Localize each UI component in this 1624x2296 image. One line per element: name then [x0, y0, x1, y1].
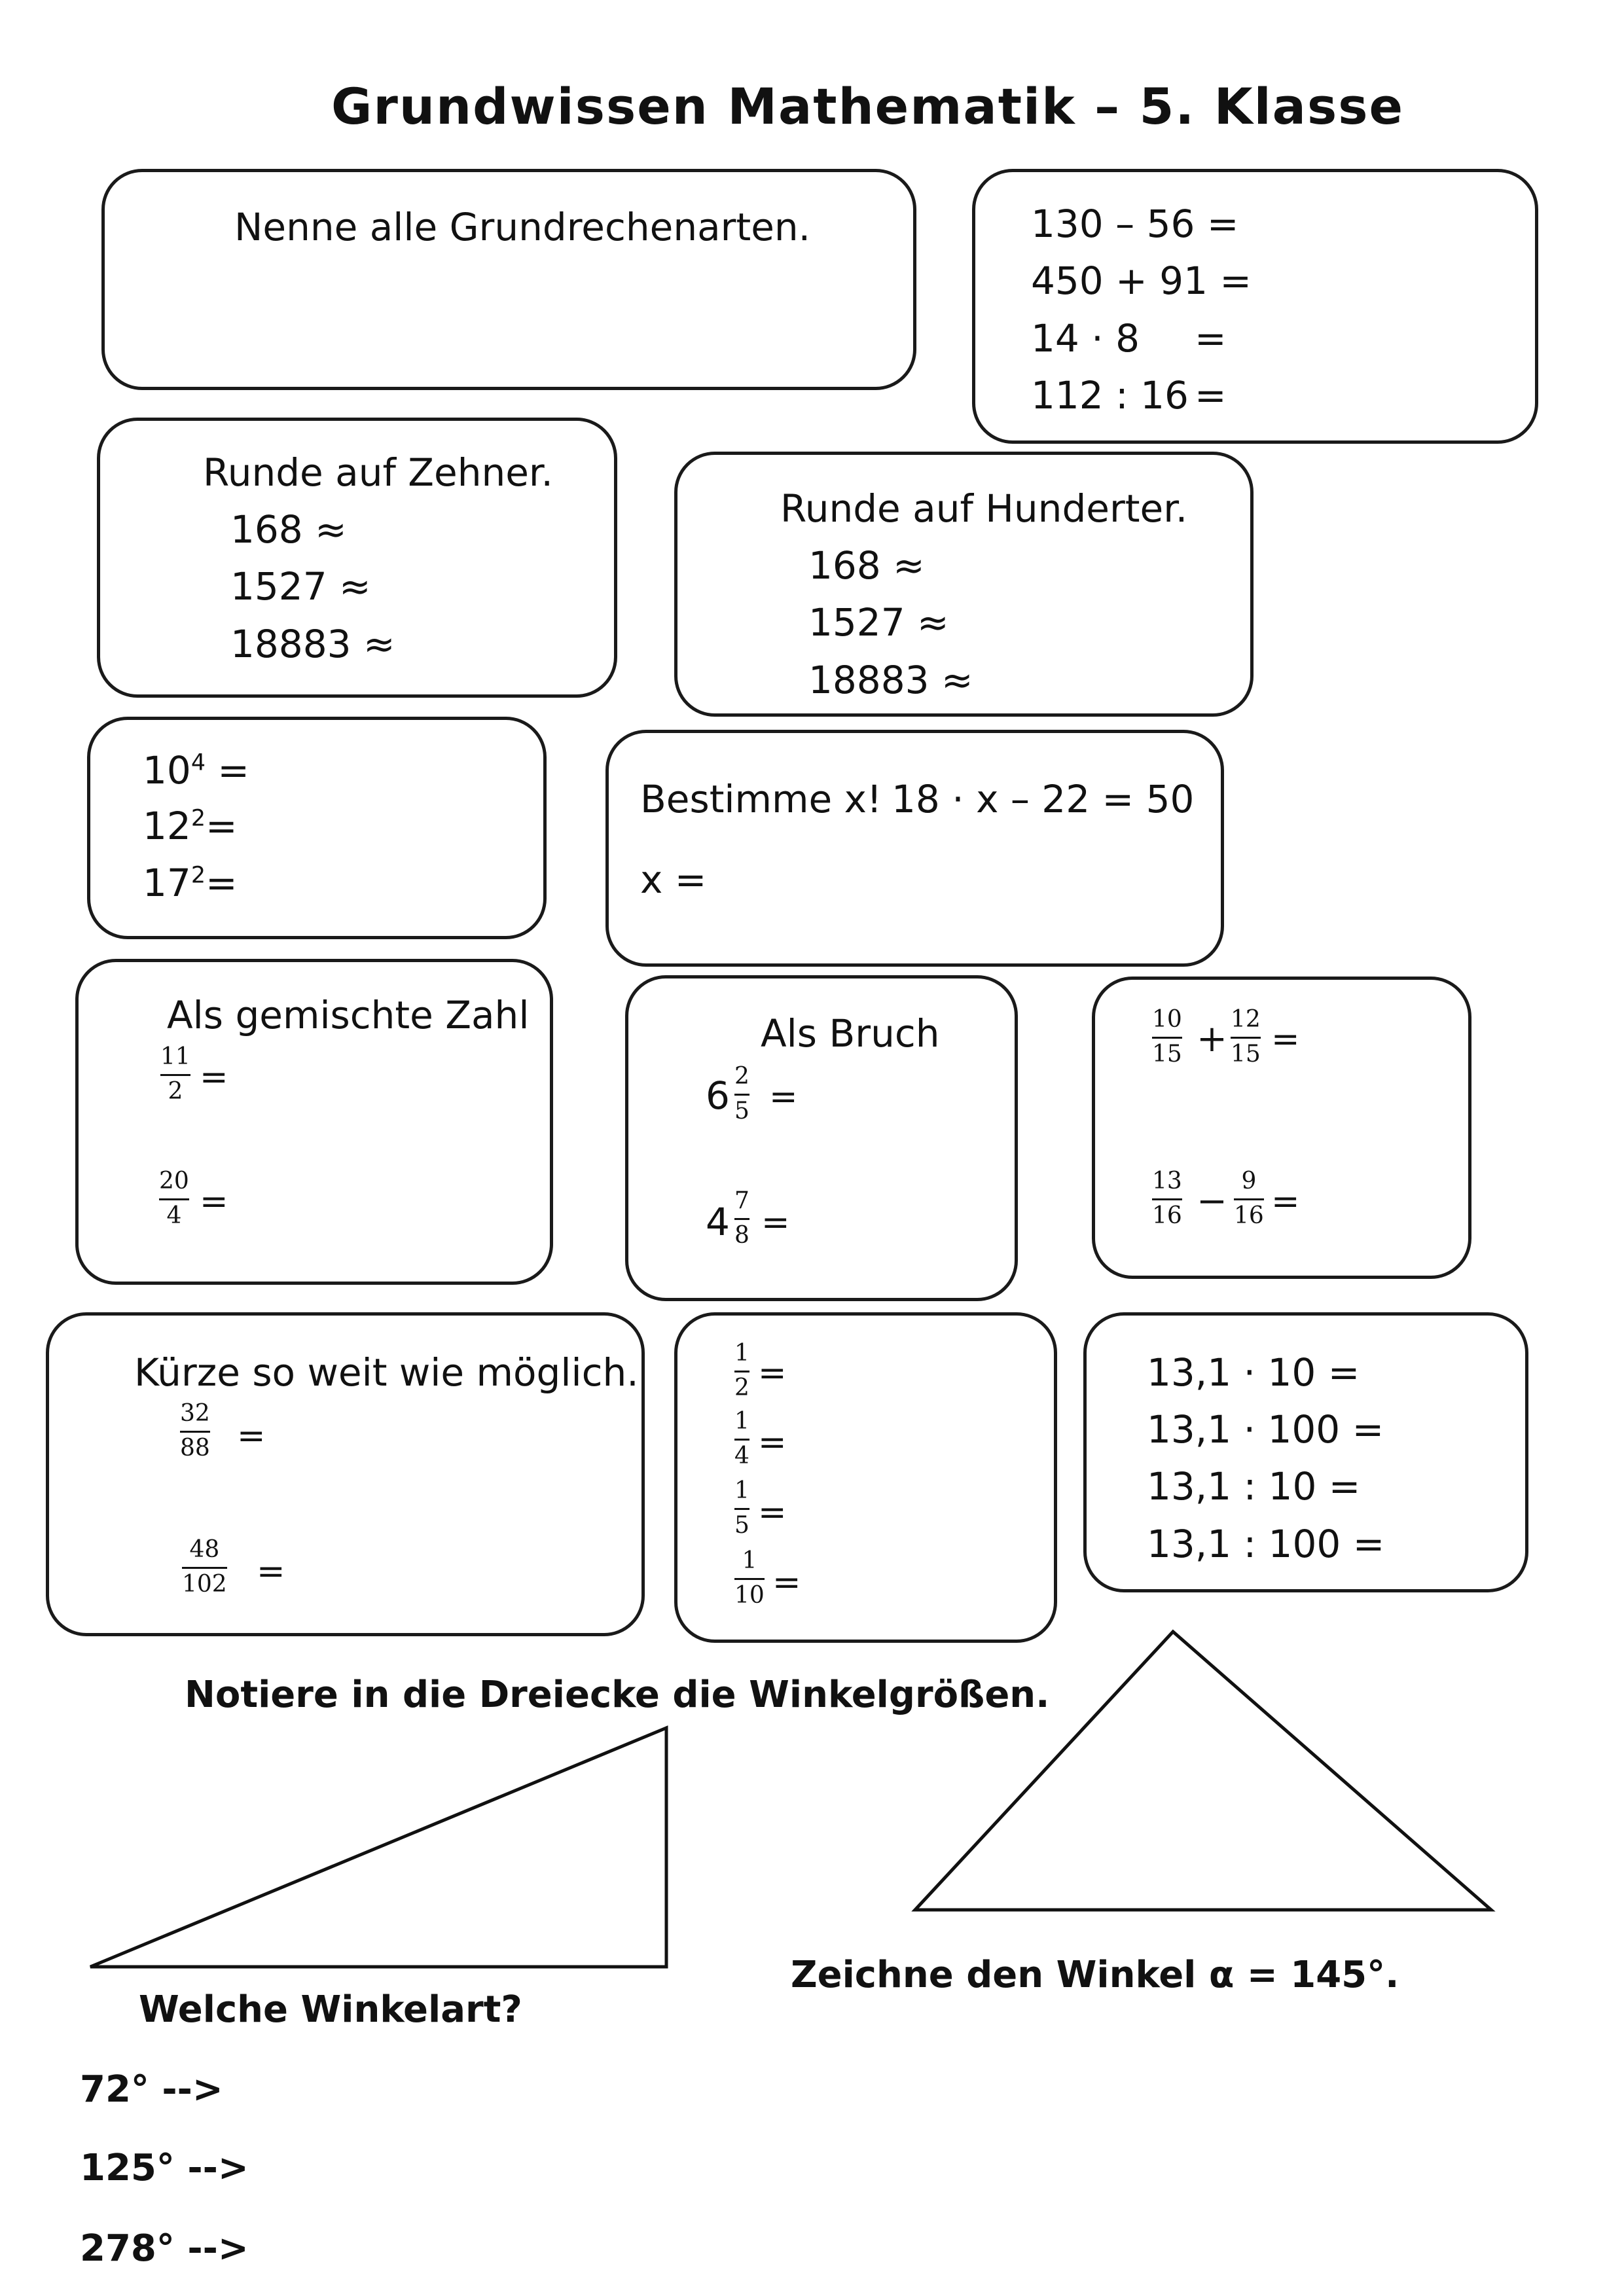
mixed-whole: 6 — [706, 1073, 730, 1118]
angle-type-item: 278° --> — [80, 2227, 249, 2270]
round-hundreds-heading: Runde auf Hunderter. — [780, 486, 1188, 531]
round-tens-item: 168 ≈ — [230, 507, 347, 552]
mixed-heading: Als gemischte Zahl — [167, 993, 530, 1037]
equation-label: Bestimme x! — [640, 777, 882, 821]
round-hundreds-item: 18883 ≈ — [808, 658, 973, 702]
fraction: 1 2 — [734, 1340, 749, 1401]
angle-type-item: 72° --> — [80, 2068, 223, 2111]
page-title: Grundwissen Mathematik – 5. Klasse — [331, 77, 1404, 135]
decimal-line: 13,1 · 10 = — [1147, 1350, 1360, 1395]
equation-answer: x = — [640, 857, 707, 902]
exponent: 2 — [190, 805, 206, 832]
angle-type-item: 125° --> — [80, 2147, 249, 2189]
equals-sign: = — [200, 1182, 228, 1221]
fraction: 11 2 — [160, 1043, 190, 1105]
decimal-line: 13,1 : 100 = — [1147, 1522, 1385, 1566]
angle-task-instruction: Zeichne den Winkel α = 145°. — [791, 1954, 1399, 1996]
arithmetic-line-3: 14 · 8 — [1031, 316, 1140, 361]
decimal-line: 13,1 : 10 = — [1147, 1464, 1361, 1509]
fraction: 1 10 — [734, 1547, 765, 1609]
round-tens-heading: Runde auf Zehner. — [203, 450, 553, 495]
obtuse-triangle — [915, 1632, 1491, 1910]
arithmetic-line-3-eq: = — [1195, 316, 1227, 361]
round-hundreds-item: 168 ≈ — [808, 543, 925, 588]
arithmetic-line-1: 130 – 56 = — [1031, 202, 1239, 246]
right-triangle — [90, 1728, 666, 1967]
angle-types-heading: Welche Winkelart? — [139, 1988, 522, 2031]
equals-sign: = — [772, 1563, 801, 1602]
fraction: 48 102 — [182, 1536, 227, 1598]
equals-sign: = — [758, 1423, 787, 1462]
round-tens-item: 18883 ≈ — [230, 622, 395, 666]
fraction: 13 16 — [1152, 1168, 1182, 1229]
power-item: $12^2=$ — [143, 804, 238, 848]
equals-sign: = — [758, 1354, 787, 1393]
arithmetic-line-4-eq: = — [1195, 373, 1227, 418]
equals-sign: = — [257, 1552, 285, 1591]
arithmetic-line-2: 450 + 91 = — [1031, 259, 1252, 303]
fraction: 32 88 — [180, 1400, 210, 1462]
exponent: 2 — [190, 862, 206, 889]
fraction: 12 15 — [1231, 1006, 1261, 1067]
mixed-whole: 4 — [706, 1200, 730, 1244]
equals-sign: = — [237, 1416, 266, 1456]
fraction: 9 16 — [1234, 1168, 1264, 1229]
equals-sign: = — [1271, 1182, 1300, 1221]
minus-sign: − — [1197, 1180, 1227, 1223]
fraction: 7 8 — [734, 1187, 749, 1249]
equals-sign: = — [769, 1077, 798, 1117]
fraction: 10 15 — [1152, 1006, 1182, 1067]
as-fraction-heading: Als Bruch — [761, 1011, 940, 1056]
arithmetic-line-4: 112 : 16 — [1031, 373, 1189, 418]
round-tens-item: 1527 ≈ — [230, 564, 371, 609]
equals-sign: = — [761, 1203, 790, 1242]
exponent: 4 — [190, 749, 206, 776]
round-hundreds-item: 1527 ≈ — [808, 600, 949, 645]
equals-sign: = — [758, 1493, 787, 1532]
reduce-heading: Kürze so weit wie möglich. — [134, 1350, 639, 1395]
decimal-line: 13,1 · 100 = — [1147, 1407, 1384, 1452]
equals-sign: = — [200, 1058, 228, 1097]
power-item: $10^4$ = — [143, 748, 249, 793]
basic-operations-prompt: Nenne alle Grundrechenarten. — [234, 205, 811, 249]
plus-sign: + — [1197, 1018, 1227, 1060]
equation-text: 18 · x – 22 = 50 — [892, 777, 1195, 821]
fraction: 1 4 — [734, 1408, 749, 1469]
fraction: 1 5 — [734, 1477, 749, 1539]
fraction: 20 4 — [159, 1168, 189, 1229]
power-item: $17^2=$ — [143, 861, 238, 905]
triangle-instruction: Notiere in die Dreiecke die Winkelgrößen. — [185, 1674, 1050, 1716]
equals-sign: = — [1271, 1020, 1300, 1059]
fraction: 2 5 — [734, 1063, 749, 1124]
